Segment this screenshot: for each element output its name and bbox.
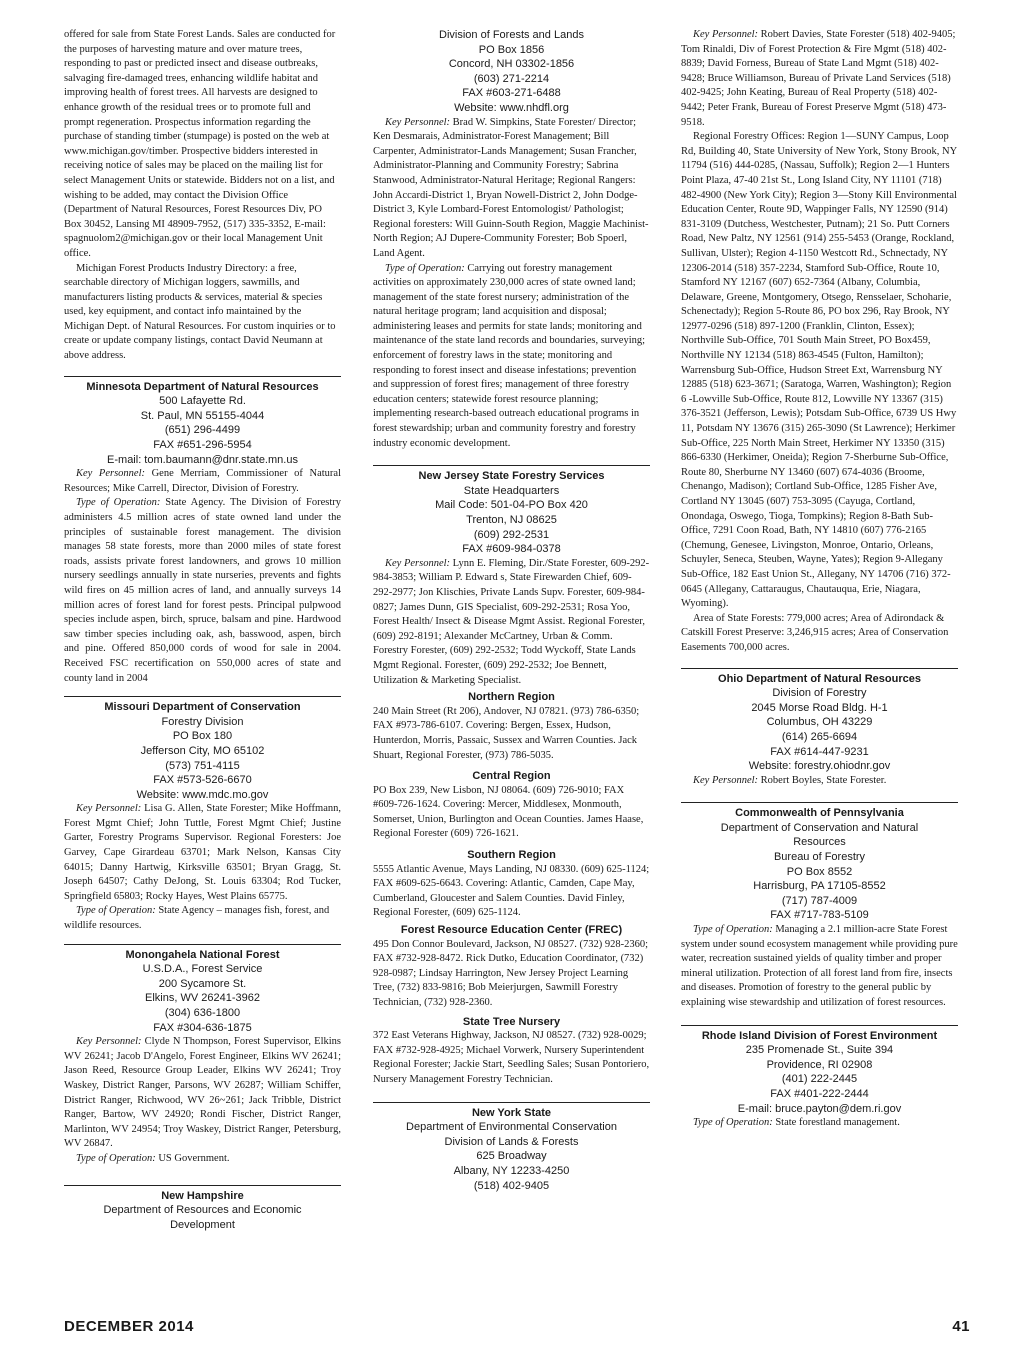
phone: (609) 292-2531: [473, 528, 550, 541]
fax: FAX #573-526-6670: [153, 774, 252, 787]
region-northern: 240 Main Street (Rt 206), Andover, NJ 07821. (973) 786-6350; FAX #973-786-6107. Covering: Bergen, Essex, Hudson, Hunterdon, Morris, Passaic, Sussex and Warren Counties. Jack Shuart, Regional Forester, (973) 786-5035.: [373, 705, 640, 761]
type-of-operation: Type of Operation: State Agency – manages fish, forest, and wildlife resources.: [64, 905, 330, 932]
fax: FAX #304-636-1875: [153, 1021, 252, 1034]
entry-new-york: [373, 1102, 650, 1194]
address-line: Providence, RI 02908: [766, 1058, 873, 1071]
region-nursery: 372 East Veterans Highway, Jackson, NJ 08527. (732) 928-0029; FAX #732-928-4925; Michael Vorwerk, Nursery Superintendent Regional Forester; Jackie Start, Seedling Sales; Susan Pontoriero, Nursery Management Forestry Technician.: [373, 1030, 650, 1085]
entry-name: New Jersey State Forestry Services: [418, 470, 605, 483]
fax: FAX #717-783-5109: [770, 909, 869, 922]
forest-areas: Area of State Forests: 779,000 acres; Area of Adirondack & Catskill Forest Preserve: 3,246,915 acres; Area of Conservation Easements 700,000 acres.: [681, 612, 949, 653]
address-line: Department of Conservation and Natural: [720, 821, 919, 834]
entry-name: New York State: [471, 1106, 552, 1119]
page-number: 41: [952, 1318, 970, 1335]
address-line: St. Paul, MN 55155-4044: [140, 409, 265, 422]
type-of-operation: Type of Operation: Carrying out forestry management activities on approximately 230,000 acres of state owned land; management of the state forest nursery; administration of the natural heritage program; land acquisition and disposal; administering leases and permits for state lands; monitoring and maintenance of the state land records and boundaries, surveying; enforcement of forestry laws in the state; monitoring and responding to forest insect and disease infestations; prevention and suppression of forest fires; management of three forestry education centers; statewide forest resource planning; implementing research-based outreach educational programs in forest stewardship; urban and community forestry and forestry industry economic development.: [373, 262, 646, 449]
website: Website: forestry.ohiodnr.gov: [748, 760, 891, 773]
address-line: Department of Resources and Economic: [103, 1204, 302, 1217]
entry-pennsylvania: [681, 802, 958, 1010]
phone: (518) 402-9405: [473, 1179, 550, 1192]
region-heading-frec: Forest Resource Education Center (FREC): [400, 924, 623, 937]
michigan-sales-paragraph: offered for sale from State Forest Lands. Sales are conducted for the purposes of harvesting mature and over mature trees, responding to past or predicted insect and disease outbreaks, salvaging fire-damaged trees, enhancing wildlife habitat and improving health of forest trees. All harvests are designed to enhance growth of the residual trees or to promote full and prompt regeneration. Prospectus information regarding the purchase of standing timber (stumpage) is posted on the web at www.michigan.gov/timber. Prospective bidders interested in receiving notice of sales may be placed on the mailing list for select Management Units or statewide. Bidders not on a list, and wishing to be added, may contact the Division Office (Department of Natural Resources, Forest Resources Div, PO Box 30452, Lansing MI 48909-7952, (517) 335-3352, E-mail: spagnuolom2@michigan.gov or their local Management Unit office.: [64, 29, 336, 259]
region-frec: 495 Don Connor Boulevard, Jackson, NJ 08527. (732) 928-2360; FAX #732-928-8472. Rick Dutko, Education Coordinator, (732) 928-0987; Lindsay Harrington, New Jersey Project Learning Tree, (732) 833-9816; Bob Meierjurgen, Sawmill Forestry Technician, (732) 928-2360.: [373, 938, 649, 1008]
address-line: Division of Forests and Lands: [439, 29, 584, 41]
address-line: 235 Promenade St., Suite 394: [745, 1044, 894, 1057]
type-of-operation: Type of Operation: State Agency. The Division of Forestry administers 4.5 million acres of state owned land under the principles of sustainable forest management. The division manages 58 state forests, more than 2000 miles of state forest roads, assists private forest landowners, and grows 10 million nursery seedlings annually in state nurseries, prevents and fights wild fires on 45 million acres of land, and annually surveys 14 million acres of forest land for forest pests. Principal pulpwood species include aspen, birch, spruce, balsam and pine. Hardwood saw timber species including oak, ash, basswood, aspen, birch and pine. Offered 850,000 cords of wood for sale in 2004. Received FSC recertification on 550,000 acres of state and county land in 2004: [64, 497, 341, 684]
email: E-mail: bruce.payton@dem.ri.gov: [737, 1102, 902, 1115]
address-line: Division of Lands & Forests: [444, 1135, 579, 1148]
key-personnel: Key Personnel: Brad W. Simpkins, State Forester/ Director; Ken Desmarais, Administrator-Forest Management; Bill Carpenter, Administrator-Lands Management; Susan Francher, Administrator-Planning and Community Forestry; Sabrina Stanwood, Administrator-Natural Heritage; Regional Rangers: John Accardi-District 1, Bryan Nowell-District 2, John Dodge-District 3, Kyle Lombard-Forest Entomologist/ Pathologist; Regional foresters: Will Guinn-South Region, Maggie Machinist-North Region; AJ Dupere-Community Forester; Bob Spoerl, Land Agent.: [373, 116, 649, 259]
address-line: Mail Code: 501-04-PO Box 420: [435, 499, 588, 512]
email: E-mail: tom.baumann@dnr.state.mn.us: [107, 453, 298, 466]
address-line: U.S.D.A., Forest Service: [142, 963, 263, 976]
fax: FAX #651-296-5954: [153, 439, 252, 452]
key-personnel: Key Personnel: Lisa G. Allen, State Forester; Mike Hoffmann, Forest Mgmt Chief; John Tuttle, Forest Mgmt Chief; Justine Garter, Forestry Programs Supervisor. Regional Foresters: Joe Garvey, Cape Girardeau 63701; Mark Nelson, Kansas City 64015; Danny Hartwig, Kirksville 63501; Bryan Gragg, St. Joseph 64507; Cathy DeJong, St. Louis 63304; Rod Tucker, Springfield 65803; Rocky Hayes, West Plains 65775.: [64, 803, 341, 902]
key-personnel: Key Personnel: Robert Davies, State Forester (518) 402-9405; Tom Rinaldi, Div of Forest Protection & Fire Mgmt (518) 402-8839; David Forness, Bureau of State Land Mgmt (518) 402-9428; Bruce Williamson, Bureau of Private Land Services (518) 402-9425; John Keating, Bureau of Real Property (518) 402-9442; Peter Frank, Bureau of Forest Preserve Mgmt (518) 473-9518.: [681, 29, 956, 128]
entry-name: New Hampshire: [161, 1189, 244, 1202]
website: Website: www.nhdfl.org: [454, 101, 569, 114]
address-line: Trenton, NJ 08625: [466, 514, 557, 526]
address-line: Columbus, OH 43229: [766, 716, 873, 729]
region-heading-nursery: State Tree Nursery: [462, 1015, 561, 1028]
address-line: Division of Forestry: [772, 687, 867, 700]
type-of-operation: Type of Operation: Managing a 2.1 million-acre State Forest system under sound ecosystem management while providing pure water, recreation sustained yields of quality timber and proper mineral utilization. Protection of all forest land from fire, insects and diseases. Promotion of forestry to the general public by explaining wise stewardship and utilization of forest resources.: [681, 924, 958, 1008]
entry-name: Commonwealth of Pennsylvania: [735, 807, 904, 820]
key-personnel: Key Personnel: Clyde N Thompson, Forest Supervisor, Elkins WV 26241; Jacob D'Angelo, Forest Engineer, Elkins WV 26241; Jason Reed, Resource Group Leader, Elkins WV 26241; Troy Waskey, District Ranger, Parsons, WV 26287; William Schiffer, District Ranger, Richwood, WV 26~261; Jack Tribble, District Ranger, Bartow, WV 24920; Rondi Fischer, District Ranger, Marlinton, WV 24954; Troy Waskey, District Ranger, Petersburg, WV 26847.: [64, 1036, 341, 1150]
entry-new-hampshire-continued: [373, 28, 650, 451]
region-central: PO Box 239, New Lisbon, NJ 08064. (609) 726-9010; FAX #609-726-1624. Covering: Mercer, Middlesex, Monmouth, Somerset, Union, Burlington and Ocean Counties. James Haase, Regional Forester (609) 726-1621.: [373, 784, 644, 840]
entry-rhode-island: [681, 1025, 958, 1131]
entry-monongahela: [64, 944, 341, 1167]
type-of-operation: Type of Operation: US Government.: [76, 1152, 230, 1164]
fax: FAX #401-222-2444: [770, 1087, 869, 1100]
address-line: Bureau of Forestry: [773, 851, 866, 864]
entry-name: Monongahela National Forest: [125, 948, 280, 961]
entry-name: Missouri Department of Conservation: [104, 701, 301, 714]
phone: (614) 265-6694: [781, 730, 858, 743]
entry-missouri: [64, 696, 341, 934]
entry-ohio: [681, 668, 958, 789]
phone: (603) 271-2214: [473, 72, 550, 85]
key-personnel: Key Personnel: Lynn E. Fleming, Dir./State Forester, 609-292-984-3853; William P. Edward s, State Firewarden Chief, 609-292-2977; Jon Klischies, Private Lands Supv. Forester, 609-984-0827; James Dunn, GIS Specialist, 609-292-2531; Rosa Yoo, Forest Health/ Insect & Disease Mgmt Assist. Regional Forester, (609) 292-8191; Alexander McCartney, Urban & Comm. Forestry Forester, (609) 292-2532; Todd Wyckoff, State Lands Mgmt Regional. Forester, (609) 292-2532; Joe Bennett, Utilization & Marketing Specialist.: [373, 557, 650, 686]
address-line: Elkins, WV 26241-3962: [145, 992, 260, 1005]
regional-offices: Regional Forestry Offices: Region 1—SUNY Campus, Loop Rd, Building 40, State University of New York, Stony Brook, NY 11794 (516) 444-0285, (Nassau, Suffolk); Region 2—1 Hunters Point Plaza, 47-40 21st St., Long Island City, NY 11101 (718) 482-4900 (New York City); Region 3—Stony Kill Environmental Education Center, Route 9D, Wappinger Falls, NY 12590 (914) 831-3109 (Dutchess, Westchester, Putnam); 21 So. Putt Corners Road, New Paltz, NY 12561 (914) 255-5453 (Orange, Rockland, Sullivan, Ulster); Region 4-1150 Westcott Rd., Schnectady, NY 12306-2014 (518) 357-2234, Stamford Sub-Office, Route 10, Stamford NY 12167 (607) 652-7364 (Albany, Columbia, Delaware, Greene, Montgomery, Otsego, Rensselaer, Schoharie, Schenectady); Region 5-Route 86, PO box 296, Ray Brook, NY 12977-0296 (518) 897-1200 (Franklin, Clinton, Essex); Northville Sub-Office, 701 South Main Street, PO Box459, Northville NY 12134 (518) 863-4545 (Fulton, Hamilton); Warrensburg Sub-Office, Hudson Street Ext, Warrensburg NY 12885 (518) 623-3671; (Saratoga, Warren, Washington); Region 6 -Lowville Sub-Office, Route 812, Lowville NY 13367 (315) 376-3521 (Jefferson, Lewis); Potsdam Sub-Office, 6739 US Hwy 11, Potsdam NY 13676 (315) 265-3090 (St Lawrence); Herkimer Sub-Office, 225 North Main Street, Herkimer NY 13350 (315) 866-6330 (Herkimer, Oneida); Region 7-Sherburne Sub-Office, Route 80, Sherburne NY 13460 (607) 674-4036 (Broome, Chenango, Madison); Cortland Sub-Office, 1285 Fisher Ave, Cortland NY 13045 (607) 753-3095 (Cayuga, Cortland, Onondaga, Oswego, Tioga, Tompkins); Region 8-Bath Sub-Office, 7291 Coon Road, Bath, NY 14810 (607) 776-2165 (Chemung, Genesee, Livingston, Monroe, Ontario, Orleans, Schuyler, Seneca, Steuben, Wayne, Yates); Region 9-Allegany Sub-Office, 182 East Union St., Allegany, NY 14706 (716) 372-0645 (Allegany, Cattaraugus, Chautauqua, Erie, Niagara, Wyoming).: [681, 131, 957, 610]
column-3: [681, 28, 958, 1131]
region-heading-northern: Northern Region: [468, 691, 555, 704]
address-line: State Headquarters: [463, 484, 560, 497]
fax: FAX #609-984-0378: [462, 543, 561, 556]
issue-date: DECEMBER 2014: [64, 1318, 194, 1335]
michigan-directory-paragraph: Michigan Forest Products Industry Directory: a free, searchable directory of Michigan loggers, sawmills, and manufacturers listing products & services, material & species used, key equipment, and contact info maintained by the Michigan Dept. of Natural Resources. For custom inquiries or to create or update company listings, contact David Neumann at above address.: [64, 262, 336, 362]
phone: (717) 787-4009: [781, 894, 858, 907]
address-line: 200 Sycamore St.: [158, 977, 247, 990]
address-line: 625 Broadway: [476, 1150, 547, 1163]
address-line: Harrisburg, PA 17105-8552: [753, 880, 886, 893]
address-line: 2045 Morse Road Bldg. H-1: [751, 701, 888, 714]
address-line: Albany, NY 12233-4250: [453, 1164, 570, 1177]
address-line: Development: [170, 1218, 235, 1231]
column-1: [64, 28, 341, 1232]
type-of-operation: Type of Operation: State forestland management.: [693, 1117, 900, 1129]
fax: FAX #614-447-9231: [770, 745, 869, 758]
region-heading-southern: Southern Region: [467, 849, 556, 862]
address-line: Jefferson City, MO 65102: [140, 744, 265, 757]
address-line: PO Box 8552: [786, 865, 853, 878]
phone: (401) 222-2445: [781, 1073, 858, 1086]
address-line: 500 Lafayette Rd.: [159, 395, 246, 408]
address-line: Concord, NH 03302-1856: [448, 58, 575, 71]
entry-name: Ohio Department of Natural Resources: [718, 672, 921, 685]
website: Website: www.mdc.mo.gov: [136, 788, 269, 801]
address-line: PO Box 1856: [478, 43, 545, 56]
key-personnel: Key Personnel: Robert Boyles, State Forester.: [693, 774, 887, 786]
address-line: PO Box 180: [172, 730, 233, 743]
column-2: [373, 28, 650, 1193]
address-line: Resources: [793, 836, 846, 849]
address-line: Forestry Division: [161, 715, 244, 728]
entry-name: Minnesota Department of Natural Resources: [86, 380, 319, 393]
key-personnel: Key Personnel: Gene Merriam, Commissioner of Natural Resources; Mike Carrell, Director, Division of Forestry.: [64, 468, 341, 494]
entry-new-hampshire: [64, 1185, 341, 1233]
region-southern: 5555 Atlantic Avenue, Mays Landing, NJ 08330. (609) 625-1124; FAX #609-625-6643. Covering: Atlantic, Camden, Cape May, Cumberland, Gloucester and Salem Counties. David Finley, Regional Forester, (609) 625-1124.: [373, 863, 650, 919]
phone: (573) 751-4115: [165, 759, 240, 772]
fax: FAX #603-271-6488: [462, 87, 561, 100]
address-line: Department of Environmental Conservation: [406, 1121, 617, 1134]
entry-minnesota: [64, 376, 341, 686]
entry-name: Rhode Island Division of Forest Environment: [701, 1029, 938, 1042]
phone: (304) 636-1800: [164, 1007, 241, 1019]
phone: (651) 296-4499: [164, 424, 241, 437]
entry-new-york-continued: [681, 28, 958, 656]
region-heading-central: Central Region: [472, 770, 551, 783]
entry-new-jersey: [373, 465, 650, 1087]
